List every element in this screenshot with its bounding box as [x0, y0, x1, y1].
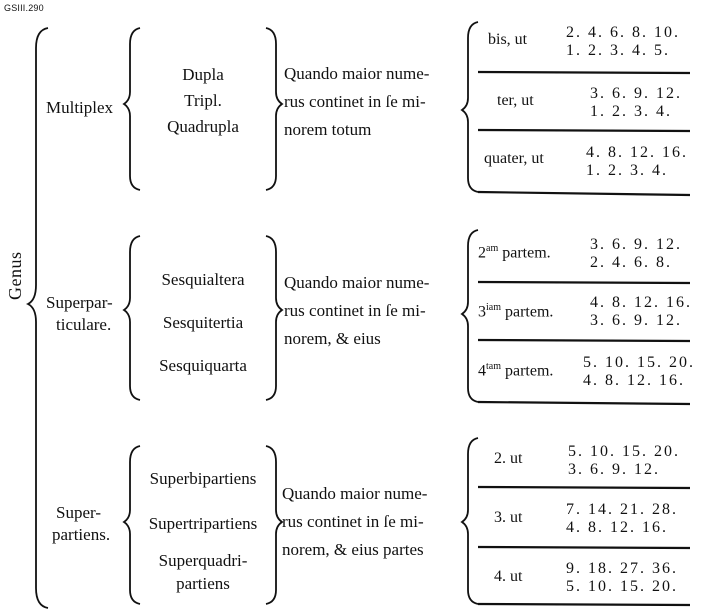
divider [478, 282, 690, 283]
row-label: 4. ut [494, 568, 523, 585]
species-list [140, 258, 266, 387]
divider [478, 192, 690, 195]
superpartiens-rows-brace [462, 438, 478, 604]
number-pair [590, 236, 682, 272]
row-label: ter, ut [497, 92, 534, 109]
numbers-top: 3. 6. 9. 12. [590, 85, 682, 102]
definition [284, 60, 429, 144]
species-item: Superbipartiens [149, 469, 257, 488]
definition-line: rus continet in ſe mi- [284, 92, 426, 111]
superparticulare-brace [124, 236, 140, 400]
number-pair [583, 354, 695, 390]
species-item: Sesquitertia [162, 313, 244, 332]
definition-line: rus continet in ſe mi- [282, 512, 424, 531]
numbers-bottom: 4. 8. 12. 16. [566, 519, 668, 536]
definition-line: Quando maior nume- [282, 484, 428, 503]
divider [478, 130, 690, 131]
group-name-line: partiens. [52, 525, 111, 544]
number-pair [586, 144, 688, 180]
numbers-top: 4. 8. 12. 16. [590, 294, 692, 311]
numbers-bottom: 3. 6. 9. 12. [590, 312, 682, 329]
definition-line: norem, & eius [284, 329, 381, 348]
number-pair [590, 85, 682, 121]
numbers-bottom: 5. 10. 15. 20. [566, 578, 678, 595]
row-label: 3. ut [494, 509, 523, 526]
divider [478, 402, 690, 404]
species-list [136, 467, 270, 595]
group-name-superparticulare [46, 292, 113, 336]
superparticulare-close-brace [266, 236, 282, 400]
multiplex-rows-brace [462, 22, 478, 192]
species-item: Quadrupla [167, 117, 239, 136]
species-item: partiens [176, 574, 230, 593]
species-item: Sesquiquarta [159, 356, 247, 375]
row-label: $4^{tam}$ partem. [478, 361, 554, 380]
divider [478, 72, 690, 73]
definition-line: rus continet in ſe mi- [284, 301, 426, 320]
multiplex-close-brace [266, 28, 282, 190]
species-item: Tripl. [184, 91, 222, 110]
group-name-multiplex: Multiplex [46, 98, 114, 117]
definition-line: norem totum [284, 120, 372, 139]
numbers-top: 2. 4. 6. 8. 10. [566, 24, 680, 41]
number-pair [566, 501, 678, 537]
numbers-bottom: 4. 8. 12. 16. [583, 372, 685, 389]
numbers-top: 4. 8. 12. 16. [586, 144, 688, 161]
multiplex-brace [124, 28, 140, 190]
species-item: Sesquialtera [161, 270, 245, 289]
numbers-bottom: 1. 2. 3. 4. [590, 103, 672, 120]
numbers-bottom: 1. 2. 3. 4. 5. [566, 42, 670, 59]
row-label: quater, ut [484, 150, 544, 167]
numbers-top: 5. 10. 15. 20. [583, 354, 695, 371]
row-label: bis, ut [488, 31, 528, 48]
species-item: Supertripartiens [148, 514, 258, 533]
species-item: Superquadri- [158, 551, 248, 570]
numbers-bottom: 1. 2. 3. 4. [586, 162, 668, 179]
definition-line: norem, & eius partes [282, 540, 424, 559]
species-item: Dupla [182, 65, 224, 84]
numbers-bottom: 2. 4. 6. 8. [590, 254, 672, 271]
number-pair [568, 443, 680, 479]
divider [478, 604, 690, 605]
numbers-top: 7. 14. 21. 28. [566, 501, 678, 518]
superparticulare-rows-brace [462, 230, 478, 402]
reference-label: GSIII.290 [4, 3, 44, 13]
number-pair [566, 24, 680, 60]
divider [478, 340, 690, 341]
divider [478, 547, 690, 548]
species-list [140, 62, 266, 140]
row-label: $3^{iam}$ partem. [478, 302, 554, 321]
group-name-line: Super- [56, 503, 101, 522]
numbers-bottom: 3. 6. 9. 12. [568, 461, 660, 478]
number-pair [566, 560, 678, 596]
divider [478, 487, 690, 488]
group-name-line: Superpar- [46, 293, 113, 312]
numbers-top: 5. 10. 15. 20. [568, 443, 680, 460]
definition-line: Quando maior nume- [284, 273, 430, 292]
row-label: $2^{am}$ partem. [478, 243, 551, 262]
genus-brace [28, 28, 48, 608]
definition-line: Quando maior nume- [284, 64, 430, 83]
definition [284, 269, 429, 353]
numbers-top: 9. 18. 27. 36. [566, 560, 678, 577]
number-pair [590, 294, 692, 330]
row-label: 2. ut [494, 450, 523, 467]
genus-label: Genus [5, 251, 25, 300]
definition [282, 480, 427, 564]
group-name-line: ticulare. [56, 315, 112, 334]
numbers-top: 3. 6. 9. 12. [590, 236, 682, 253]
group-name-superpartiens [52, 502, 111, 546]
